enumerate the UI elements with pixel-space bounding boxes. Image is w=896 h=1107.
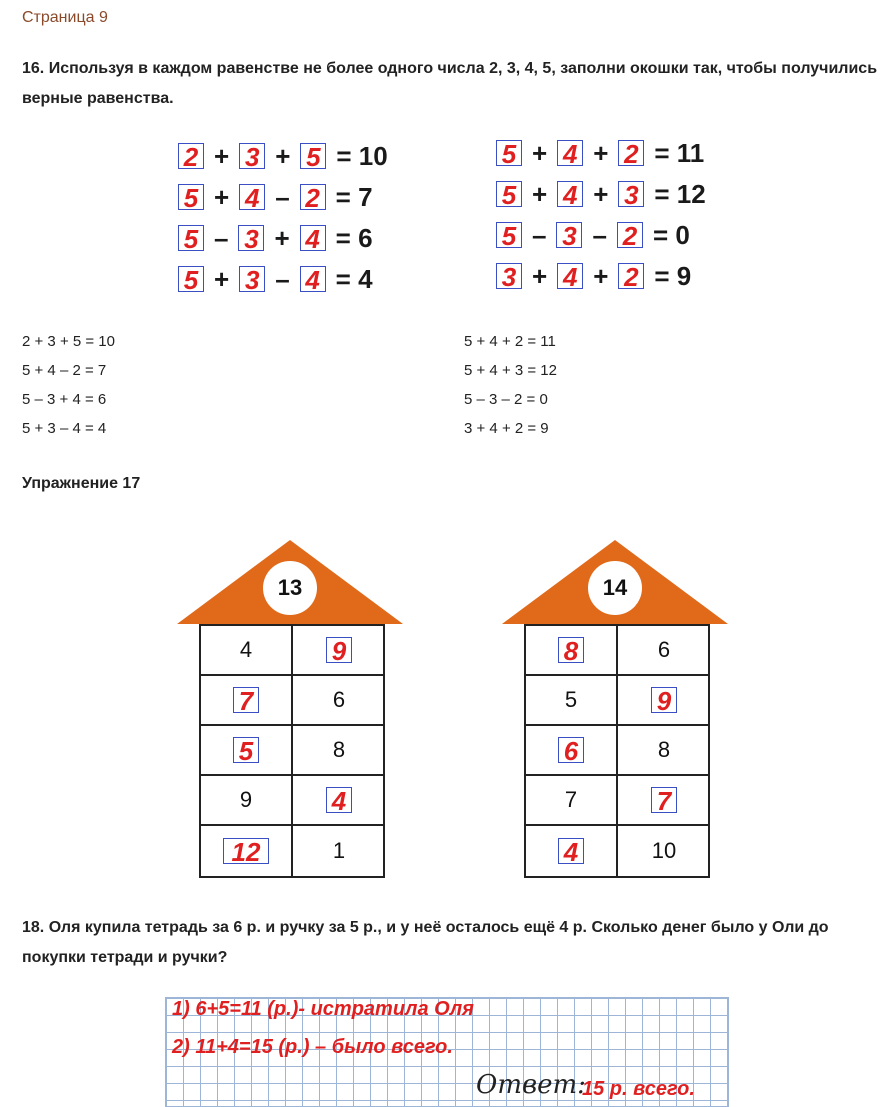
house-cell	[526, 626, 618, 676]
house-cell	[526, 826, 618, 876]
house-number: 14	[588, 561, 642, 615]
cell-value: 1	[332, 838, 346, 863]
answer-box: 7	[651, 787, 677, 813]
answer-box: 2	[618, 140, 644, 166]
equation-part: = 10	[336, 140, 388, 171]
answer-box: 3	[239, 143, 265, 169]
answer-box: 3	[239, 266, 265, 292]
cell-value: 8	[332, 737, 346, 762]
solution-line-2: 2) 11+4=15 (р.) – было всего.	[172, 1036, 453, 1058]
cell-value: 4	[239, 637, 253, 662]
cell-value: 6	[657, 637, 671, 662]
equation-part: = 6	[335, 222, 373, 253]
equation-part: –	[275, 263, 290, 294]
equation-part: +	[214, 263, 230, 294]
right-eq-row	[492, 215, 696, 255]
house-cell	[526, 726, 618, 776]
house-cell	[293, 826, 385, 876]
equation-part: +	[532, 137, 548, 168]
house-cell	[201, 776, 293, 826]
answer-box: 4	[558, 838, 584, 864]
answer-box: 9	[651, 687, 677, 713]
left-eq-row	[174, 259, 379, 299]
answer-box: 4	[557, 263, 583, 289]
house-cell	[201, 626, 293, 676]
equation-part: = 0	[652, 219, 690, 250]
answer-word: Ответ:	[476, 1070, 586, 1100]
house-cell	[293, 676, 385, 726]
answer-line: 5 + 4 + 3 = 12	[464, 362, 557, 379]
house-cell	[618, 826, 710, 876]
answer-box: 8	[558, 637, 584, 663]
house-cell	[201, 676, 293, 726]
answer-value: 15 р. всего.	[582, 1078, 695, 1100]
number-house	[502, 540, 732, 880]
answer-box: 4	[557, 181, 583, 207]
cell-value: 6	[332, 687, 346, 712]
equation-part: +	[593, 178, 609, 209]
notebook-solution	[165, 997, 729, 1107]
answer-box: 4	[300, 225, 326, 251]
right-eq-row	[492, 174, 712, 214]
house-cell	[201, 826, 293, 876]
equation-part: +	[275, 140, 291, 171]
exercise17-heading: Упражнение 17	[22, 475, 141, 492]
cell-value: 10	[651, 838, 677, 863]
right-eq-row	[492, 256, 697, 296]
answer-box: 2	[300, 184, 326, 210]
answer-box: 7	[233, 687, 259, 713]
cell-value: 9	[239, 787, 253, 812]
equation-part: = 9	[654, 260, 692, 291]
equation-part: +	[214, 140, 230, 171]
answer-box: 4	[326, 787, 352, 813]
answer-box: 5	[496, 222, 522, 248]
answer-box: 3	[618, 181, 644, 207]
answer-box: 5	[178, 225, 204, 251]
cell-value: 8	[657, 737, 671, 762]
house-cell	[526, 776, 618, 826]
house-grid	[199, 624, 385, 878]
equation-part: –	[275, 181, 290, 212]
house-cell	[293, 776, 385, 826]
answer-box: 2	[618, 263, 644, 289]
left-eq-row	[174, 136, 394, 176]
equation-part: +	[593, 260, 609, 291]
answer-box: 3	[238, 225, 264, 251]
equation-part: –	[214, 222, 229, 253]
house-cell	[618, 776, 710, 826]
answer-box: 5	[233, 737, 259, 763]
left-eq-row	[174, 218, 379, 258]
solution-line-1: 1) 6+5=11 (р.)- истратила Оля	[172, 998, 474, 1020]
cell-value: 5	[564, 687, 578, 712]
answer-box: 6	[558, 737, 584, 763]
answer-line: 3 + 4 + 2 = 9	[464, 420, 549, 437]
equation-part: +	[593, 137, 609, 168]
house-cell	[526, 676, 618, 726]
right-eq-row	[492, 133, 710, 173]
answer-box: 2	[617, 222, 643, 248]
house-cell	[293, 726, 385, 776]
answer-line: 5 + 4 + 2 = 11	[464, 333, 556, 350]
left-eq-row	[174, 177, 379, 217]
house-cell	[201, 726, 293, 776]
equation-part: +	[214, 181, 230, 212]
answer-box: 4	[557, 140, 583, 166]
task16-text: 16. Используя в каждом равенстве не более одного числа 2, 3, 4, 5, заполни окошки так, чтобы получились верные равенства.	[22, 60, 878, 107]
answer-box: 5	[496, 140, 522, 166]
equation-part: +	[532, 178, 548, 209]
equation-part: = 7	[335, 181, 373, 212]
answer-box: 3	[556, 222, 582, 248]
answer-box: 9	[326, 637, 352, 663]
answer-box: 5	[178, 266, 204, 292]
answer-box: 4	[300, 266, 326, 292]
house-cell	[293, 626, 385, 676]
answer-line: 2 + 3 + 5 = 10	[22, 333, 115, 350]
answer-box: 5	[178, 184, 204, 210]
cell-value: 7	[564, 787, 578, 812]
equation-part: +	[274, 222, 290, 253]
answer-box: 3	[496, 263, 522, 289]
equation-part: +	[532, 260, 548, 291]
page-label: Страница 9	[22, 9, 108, 26]
answer-box: 5	[496, 181, 522, 207]
house-number: 13	[263, 561, 317, 615]
number-house	[177, 540, 407, 880]
answer-line: 5 + 4 – 2 = 7	[22, 362, 107, 379]
answer-line: 5 + 3 – 4 = 4	[22, 420, 107, 437]
house-grid	[524, 624, 710, 878]
equation-part: = 11	[654, 137, 705, 168]
answer-box: 4	[239, 184, 265, 210]
equation-part: = 4	[335, 263, 373, 294]
answer-box: 2	[178, 143, 204, 169]
answer-box: 5	[300, 143, 326, 169]
equation-part: –	[532, 219, 547, 250]
equation-part: = 12	[654, 178, 706, 209]
task18-text: 18. Оля купила тетрадь за 6 р. и ручку за 5 р., и у неё осталось ещё 4 р. Сколько денег было у Оли до покупки тетради и ручки?	[22, 919, 829, 966]
answer-line: 5 – 3 – 2 = 0	[464, 391, 548, 408]
house-cell	[618, 626, 710, 676]
answer-line: 5 – 3 + 4 = 6	[22, 391, 107, 408]
house-cell	[618, 676, 710, 726]
house-cell	[618, 726, 710, 776]
answer-box: 12	[223, 838, 269, 864]
equation-part: –	[592, 219, 607, 250]
